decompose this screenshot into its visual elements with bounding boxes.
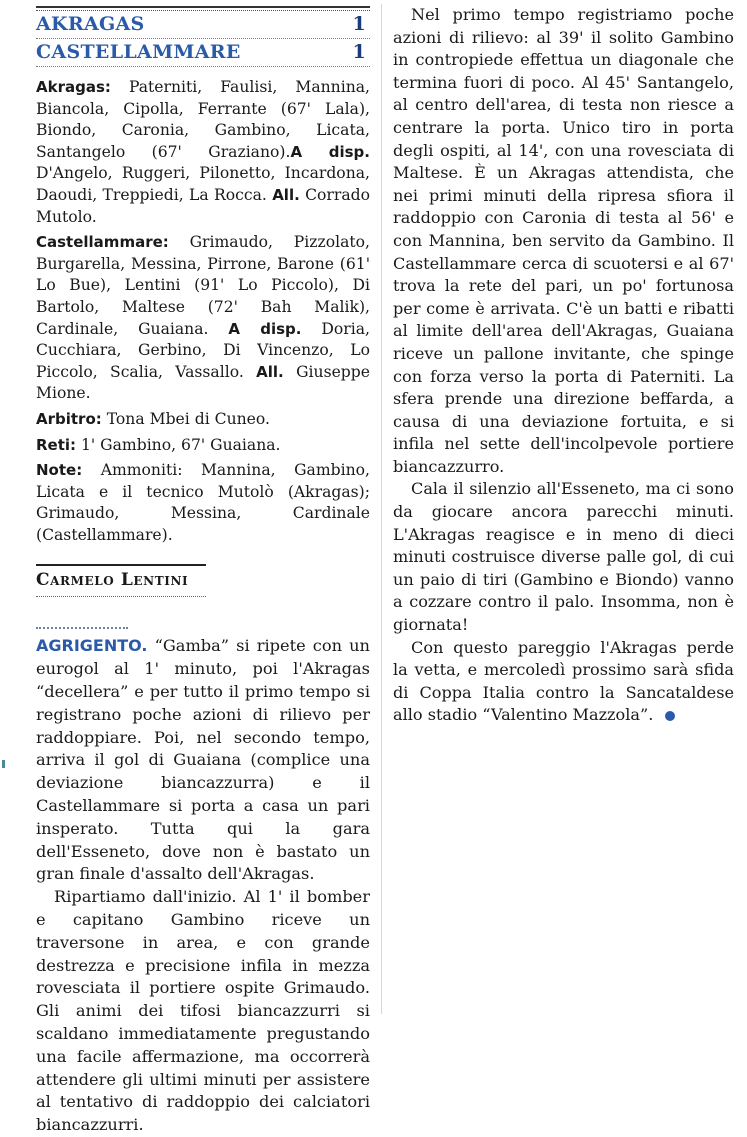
article-paragraph-5 bbox=[393, 637, 734, 727]
author-name: Carmelo Lentini bbox=[36, 570, 189, 591]
away-goals: 1 bbox=[352, 41, 366, 63]
notes-value: Ammoniti: Mannina, Gambino, Licata e il tecnico Mutolò (Akragas); Grimaudo, Messina, Cardinale (Castellammare). bbox=[36, 461, 370, 544]
notes-line bbox=[36, 460, 370, 546]
dateline-rule bbox=[36, 627, 128, 629]
away-team: CASTELLAMMARE bbox=[36, 41, 241, 63]
left-column bbox=[36, 6, 370, 1137]
lineup-akragas bbox=[36, 77, 370, 228]
dateline: AGRIGENTO. bbox=[36, 636, 148, 656]
article-paragraph-2: Ripartiamo dall'inizio. Al 1' il bomber e capitano Gambino riceve un traversone in area, e con grande destrezza e precisione infila in mezza rovesciata il portiere ospite Grimaudo. Gli animi dei tifosi biancazzurri si scaldano immediatamente pregustando una facile affermazione, ma occorrerà attendere gli ultimi minuti per assistere al tentativo di raddoppio dei calciatori biancazzurri. bbox=[36, 887, 370, 1135]
castellammare-coach: Giuseppe Mione. bbox=[36, 362, 370, 403]
right-column bbox=[393, 4, 734, 727]
akragas-coach: Corrado Mutolo. bbox=[36, 185, 371, 226]
castellammare-bench-label: A disp. bbox=[228, 319, 302, 338]
score-row-home bbox=[36, 11, 370, 38]
castellammare-coach-label: All. bbox=[256, 362, 284, 381]
castellammare-bench: Doria, Cucchiara, Gerbino, Di Vincenzo, Lo Piccolo, Scalia, Vassallo. bbox=[36, 319, 371, 381]
referee-label: Arbitro: bbox=[36, 409, 102, 428]
paragraph-5-text: Con questo pareggio l'Akragas perde la vetta, e mercoledì prossimo sarà sfida di Coppa Italia contro la Sancataldese allo stadio “Valentino Mazzola”. bbox=[393, 637, 734, 725]
akragas-label: Akragas: bbox=[36, 78, 111, 96]
goals-value: 1' Gambino, 67' Guaiana. bbox=[76, 435, 281, 454]
akragas-bench: D'Angelo, Ruggeri, Pilonetto, Incardona, Daoudi, Treppiedi, La Rocca. bbox=[36, 164, 370, 204]
article-lead bbox=[36, 627, 370, 1137]
blue-dot-icon bbox=[665, 711, 675, 721]
article-paragraph-3: Nel primo tempo registriamo poche azioni di rilievo: al 39' il solito Gambino in contropiede effettua un diagonale che termina fuori di poco. Al 45' Santangelo, al centro dell'area, di testa non riesce a centrare la porta. Unico tiro in porta degli ospiti, al 14', con una rovesciata di Maltese. È un Akragas attendista, che nei primi minuti della ripresa sfiora il raddoppio con Caronia di testa al 56' e con Mannina, ben servito da Gambino. Il Castellammare cerca di scuotersi e al 67' trova la rete del pari, un po' fortunosa per come è arrivata. C'è un batti e ribatti al limite dell'area dell'Akragas, Guaiana riceve un pallone invitante, che spinge con forza verso la porta di Paterniti. La sfera prende una direzione beffarda, a causa di una deviazione fortuita, e si infila nel sette dell'incolpevole portiere biancazzurro. bbox=[393, 5, 734, 476]
goals-line bbox=[36, 435, 370, 457]
home-team: AKRAGAS bbox=[36, 13, 145, 35]
castellammare-players: Grimaudo, Pizzolato, Burgarella, Messina, Pirrone, Barone (61' Lo Bue), Lentini (91' Lo Piccolo), Di Bartolo, Maltese (72' Bah Malik), Cardinale, Guaiana. bbox=[36, 233, 370, 338]
byline-dotted-rule bbox=[36, 596, 206, 597]
top-rule bbox=[36, 6, 370, 8]
margin-mark bbox=[2, 760, 5, 768]
referee-line bbox=[36, 409, 370, 431]
article-paragraph-1 bbox=[36, 635, 370, 886]
akragas-coach-label: All. bbox=[272, 185, 300, 204]
referee-value: Tona Mbei di Cuneo. bbox=[101, 409, 270, 428]
article-paragraph-4: Cala il silenzio all'Esseneto, ma ci sono da giocare ancora parecchi minuti. L'Akragas reagisce e in meno di dieci minuti costruisce diverse palle gol, di cui un paio di tiri (Gambino e Biondo) vanno a cozzare contro il palo. Insomma, non è giornata! bbox=[393, 479, 734, 635]
paragraph-1-text: “Gamba” si ripete con un eurogol al 1' minuto, poi l'Akragas “decellera” e per tutto il primo tempo si registrano poche azioni di rilievo per raddoppiare. Poi, nel secondo tempo, arriva il gol di Guaiana (complice una deviazione biancazzurra) e il Castellammare si porta a casa un pari insperato. Tutta qui la gara dell'Esseneto, dove non è bastato un gran finale d'assalto dell'Akragas. bbox=[36, 636, 370, 884]
akragas-bench-label: A disp. bbox=[290, 142, 370, 161]
score-row-away bbox=[36, 39, 370, 66]
lineup-castellammare bbox=[36, 232, 370, 405]
lineups-box bbox=[36, 77, 370, 546]
notes-label: Note: bbox=[36, 461, 83, 480]
byline bbox=[36, 564, 370, 597]
goals-label: Reti: bbox=[36, 435, 77, 454]
castellammare-label: Castellammare: bbox=[36, 233, 169, 252]
byline-rule bbox=[36, 564, 206, 566]
column-divider bbox=[381, 4, 382, 1014]
akragas-players: Paterniti, Faulisi, Mannina, Biancola, Cipolla, Ferrante (67' Lala), Biondo, Caronia, Gambino, Licata, Santangelo (67' Graziano). bbox=[36, 78, 370, 161]
score-separator-bottom bbox=[36, 66, 370, 67]
home-goals: 1 bbox=[352, 13, 366, 35]
